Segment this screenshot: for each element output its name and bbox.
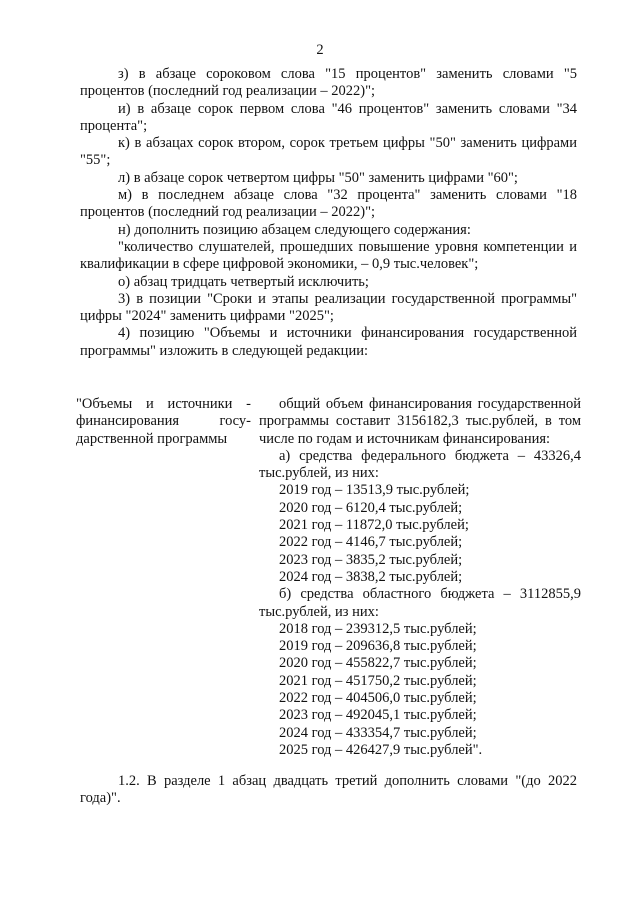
amendment-item: "количество слушателей, прошедших повышение уровня компетенции и квалификации в сфере цифровой экономики, – 0,9 тыс.человек"; [80, 238, 577, 273]
federal-year-row: 2019 год – 13513,9 тыс.рублей; [279, 482, 470, 499]
regional-year-row: 2020 год – 455822,7 тыс.рублей; [279, 655, 477, 672]
amendment-item: 3) в позиции "Сроки и этапы реализации государственной программы" цифры "2024" заменить цифрами "2025"; [80, 290, 577, 325]
amendment-item: м) в последнем абзаце слова "32 процента" заменить словами "18 процентов (последний год реализации – 2022)"; [80, 187, 577, 221]
final-paragraph: 1.2. В разделе 1 абзац двадцать третий дополнить словами "(до 2022 года)". [80, 773, 577, 807]
regional-year-row: 2025 год – 426427,9 тыс.рублей". [279, 741, 483, 758]
regional-year-row: 2023 год – 492045,1 тыс.рублей; [279, 707, 477, 724]
amendment-item: о) абзац тридцать четвертый исключить; [118, 273, 369, 290]
federal-year-row: 2021 год – 11872,0 тыс.рублей; [279, 517, 469, 534]
regional-year-row: 2019 год – 209636,8 тыс.рублей; [279, 638, 477, 655]
table-right-cell [259, 396, 581, 759]
regional-year-row: 2018 год – 239312,5 тыс.рублей; [279, 620, 477, 637]
regional-year-row: 2022 год – 404506,0 тыс.рублей; [279, 690, 477, 707]
federal-year-row: 2022 год – 4146,7 тыс.рублей; [279, 534, 463, 551]
regional-year-row: 2021 год – 451750,2 тыс.рублей; [279, 672, 477, 689]
amendment-item: л) в абзаце сорок четвертом цифры "50" заменить цифрами "60"; [118, 169, 518, 186]
amendment-item: и) в абзаце сорок первом слова "46 процентов" заменить словами "34 процента"; [80, 100, 577, 134]
table-left-cell: "Объемы и источники - финансирования госу-дарственной программы [76, 396, 251, 447]
federal-year-row: 2024 год – 3838,2 тыс.рублей; [279, 568, 463, 585]
financing-intro: общий объем финансирования государственной программы составит 3156182,3 тыс.рублей, в том числе по годам и источникам финансирования: [259, 396, 581, 447]
federal-year-row: 2023 год – 3835,2 тыс.рублей; [279, 551, 463, 568]
amendment-item: з) в абзаце сороковом слова "15 процентов" заменить словами "5 процентов (последний год реализации – 2022)"; [80, 66, 577, 100]
final-section [80, 773, 577, 808]
federal-year-row: 2020 год – 6120,4 тыс.рублей; [279, 499, 463, 516]
page-number: 2 [316, 42, 324, 58]
regional-year-row: 2024 год – 433354,7 тыс.рублей; [279, 724, 477, 741]
regional-budget-header: б) средства областного бюджета – 3112855,9 тыс.рублей, из них: [259, 586, 581, 620]
amendments-list [80, 66, 577, 360]
amendment-item: к) в абзацах сорок втором, сорок третьем цифры "50" заменить цифрами "55"; [80, 135, 577, 169]
federal-budget-header: а) средства федерального бюджета – 43326,4 тыс.рублей, из них: [259, 447, 581, 482]
amendment-item: 4) позицию "Объемы и источники финансирования государственной программы" изложить в следующей редакции: [80, 325, 577, 359]
amendment-item: н) дополнить позицию абзацем следующего содержания: [118, 221, 471, 238]
